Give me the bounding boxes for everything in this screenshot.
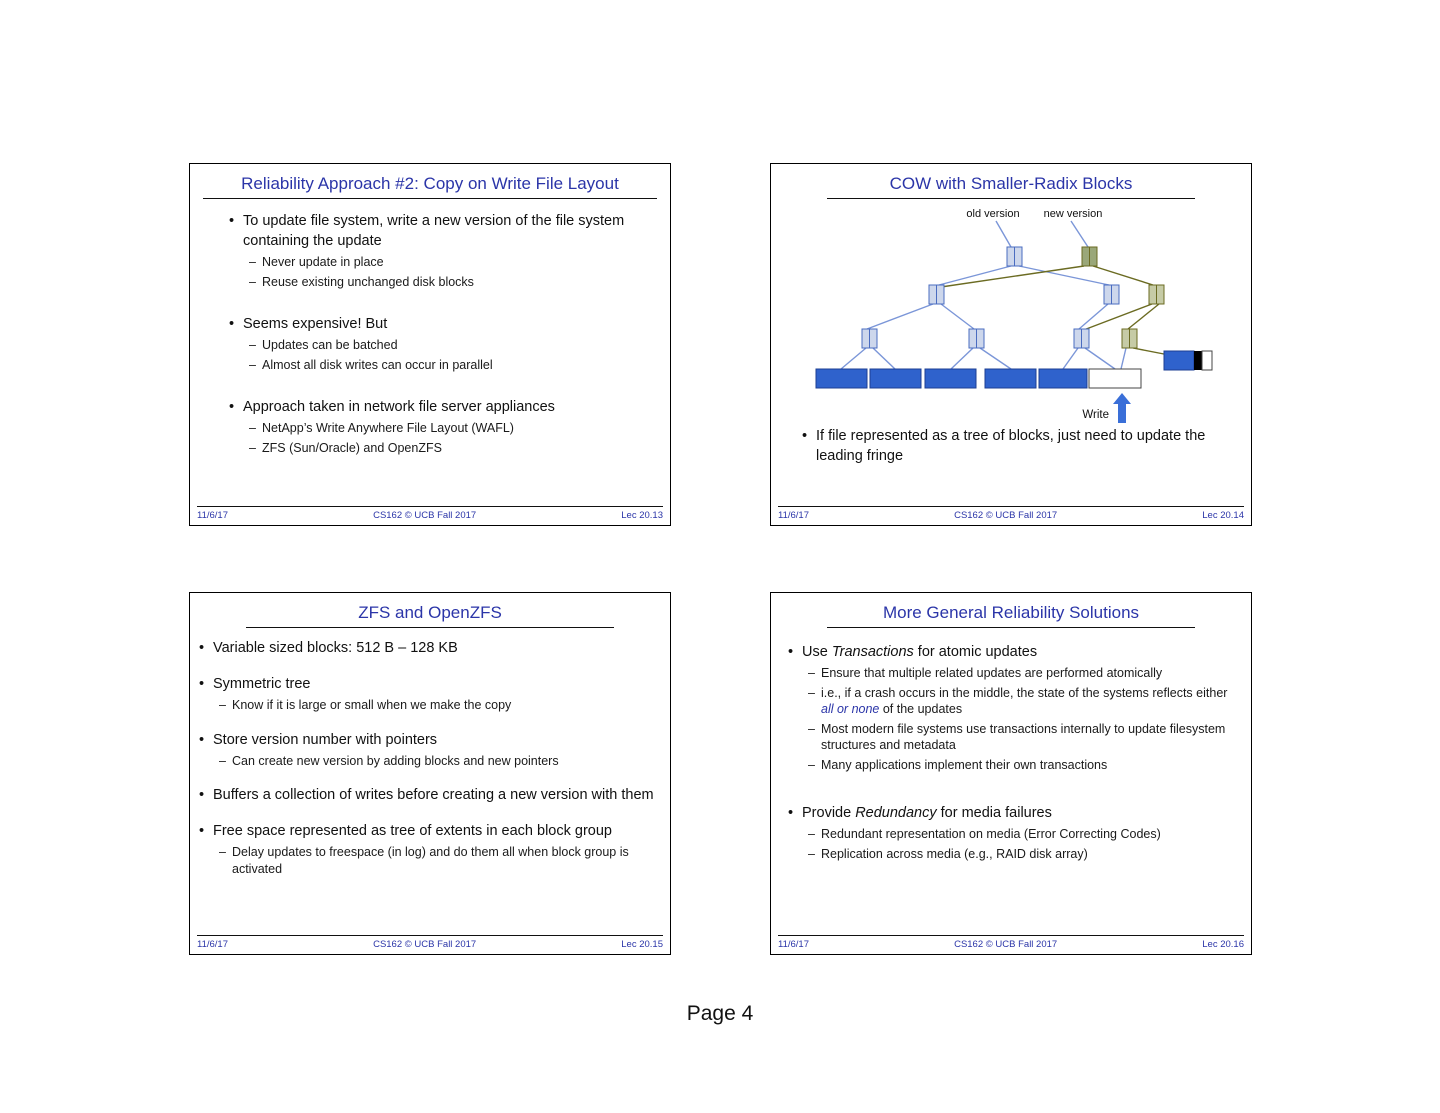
bullet-group [198, 638, 660, 658]
footer-course: CS162 © UCB Fall 2017 [954, 510, 1058, 521]
sub-bullet-item [808, 665, 1241, 682]
sub-bullet-text: Redundant representation on media (Error Correcting Codes) [821, 827, 1161, 841]
bullet-group [787, 642, 1241, 773]
new-pointer-block-nodes [1082, 247, 1164, 348]
page-number: Page 4 [686, 1002, 754, 1025]
sub-bullet-text: Delay updates to freespace (in log) and do them all when block group is activated [232, 845, 629, 876]
sub-bullet-text: NetApp’s Write Anywhere File Layout (WAFL) [262, 421, 514, 435]
sub-bullet-item [219, 753, 660, 770]
slide-general-reliability [770, 592, 1252, 955]
slide-footer [197, 506, 663, 521]
write-arrow-icon [1113, 393, 1131, 423]
slide-zfs-openzfs [189, 592, 671, 955]
bullet-text: To update file system, write a new version of the file system containing the update [243, 213, 625, 249]
bullet-text: for media failures [936, 805, 1052, 821]
sub-bullet-item [249, 420, 644, 437]
slide-body [190, 628, 670, 877]
bullet-text: Symmetric tree [213, 676, 311, 692]
slide-title: ZFS and OpenZFS [358, 603, 502, 622]
footer-date: 11/6/17 [778, 510, 809, 521]
slide-body [771, 426, 1251, 466]
title-underline [827, 198, 1195, 199]
footer-course: CS162 © UCB Fall 2017 [954, 939, 1058, 950]
bullet-item [801, 426, 1225, 466]
slide-title: COW with Smaller-Radix Blocks [889, 174, 1133, 193]
footer-date: 11/6/17 [197, 939, 228, 950]
sub-bullet-item [249, 254, 644, 271]
bullet-item [228, 211, 644, 251]
sub-bullet-item [808, 826, 1241, 843]
cow-tree-diagram [771, 201, 1251, 426]
new-version-label: new version [1043, 208, 1103, 220]
empty-data-block [1089, 369, 1141, 388]
sub-bullet-text: Know if it is large or small when we make the copy [232, 698, 512, 712]
sub-bullet-text: i.e., if a crash occurs in the middle, the state of the systems reflects either [821, 685, 1228, 700]
sub-bullet-item [219, 697, 660, 714]
slide-body [190, 199, 670, 456]
bullet-group [198, 730, 660, 770]
sub-bullet-item [808, 721, 1241, 754]
bullet-text: Provide [802, 805, 856, 821]
bullet-text: for atomic updates [913, 644, 1038, 660]
bullet-item [198, 730, 660, 750]
footer-lec-number: Lec 20.16 [1202, 939, 1244, 950]
bullet-text: Store version number with pointers [213, 731, 438, 748]
old-version-label: old version [966, 208, 1020, 220]
sub-bullet-item [808, 757, 1241, 774]
bullet-text: Variable sized blocks: 512 B – 128 KB [213, 640, 458, 656]
sub-bullet-item [219, 844, 660, 877]
sub-bullet-item [808, 685, 1241, 718]
sub-bullet-item [808, 846, 1241, 863]
slide-cow-smaller-radix [770, 163, 1252, 526]
sub-bullet-text: ZFS (Sun/Oracle) and OpenZFS [262, 440, 442, 455]
footer-date: 11/6/17 [197, 510, 228, 521]
sub-bullet-item [249, 337, 644, 354]
bullet-group [228, 314, 644, 373]
slide-footer [778, 506, 1244, 521]
bullet-group [787, 803, 1241, 862]
data-blocks [816, 369, 1087, 388]
slide-footer [197, 935, 663, 950]
bullet-group [198, 674, 660, 714]
old-pointer-block-nodes [862, 247, 1119, 348]
sub-bullet-text: Most modern file systems use transactions internally to update filesystem structures and metadata [821, 721, 1226, 752]
bullet-text: Seems expensive! But [243, 316, 388, 332]
bullet-item [787, 803, 1241, 823]
bullet-item [198, 785, 660, 805]
bullet-text: Approach taken in network file server appliances [243, 399, 555, 415]
sub-bullet-text: Never update in place [262, 255, 384, 269]
bullet-group [198, 785, 660, 805]
bullet-item [198, 821, 660, 841]
footer-lec-number: Lec 20.14 [1202, 510, 1244, 521]
slide-title: Reliability Approach #2: Copy on Write File Layout [241, 174, 619, 193]
bullet-item [198, 674, 660, 694]
write-label: Write [1082, 409, 1109, 421]
sub-bullet-text: of the updates [879, 702, 963, 716]
footer-date: 11/6/17 [778, 939, 809, 950]
sub-bullet-text: Ensure that multiple related updates are performed atomically [821, 666, 1163, 680]
footer-lec-number: Lec 20.13 [621, 510, 663, 521]
bullet-emphasis: Redundancy [855, 805, 937, 821]
sub-bullet-text: Can create new version by adding blocks and new pointers [232, 753, 559, 768]
bullet-item [787, 642, 1241, 662]
sub-bullet-text: Replication across media (e.g., RAID disk array) [821, 846, 1088, 861]
bullet-item [198, 638, 660, 658]
sub-bullet-item [249, 274, 644, 291]
sub-bullet-text: Updates can be batched [262, 338, 398, 352]
slide-title: More General Reliability Solutions [882, 603, 1140, 622]
bullet-group [198, 821, 660, 877]
sub-bullet-text: Almost all disk writes can occur in parallel [262, 357, 493, 372]
bullet-group [228, 397, 644, 456]
bullet-text: Buffers a collection of writes before creating a new version with them [213, 787, 654, 803]
bullet-group [228, 211, 644, 290]
sub-bullet-text: Many applications implement their own transactions [821, 757, 1108, 772]
sub-bullet-item [249, 357, 644, 374]
bullet-text: If file represented as a tree of blocks, just need to update the leading fringe [816, 428, 1206, 464]
bullet-emphasis: Transactions [831, 644, 914, 660]
bullet-text: Use [802, 644, 832, 660]
slide-reliability-approach-2 [189, 163, 671, 526]
bullet-text: Free space represented as tree of extents in each block group [213, 823, 612, 839]
bullet-item [228, 397, 644, 417]
new-data-block [1164, 351, 1212, 370]
slide-footer [778, 935, 1244, 950]
footer-lec-number: Lec 20.15 [621, 939, 663, 950]
footer-course: CS162 © UCB Fall 2017 [373, 939, 477, 950]
bullet-item [228, 314, 644, 334]
slide-body [771, 628, 1251, 862]
sub-bullet-text: Reuse existing unchanged disk blocks [262, 274, 474, 289]
footer-course: CS162 © UCB Fall 2017 [373, 510, 477, 521]
sub-bullet-item [249, 440, 644, 457]
sub-bullet-emphasis: all or none [821, 702, 880, 716]
